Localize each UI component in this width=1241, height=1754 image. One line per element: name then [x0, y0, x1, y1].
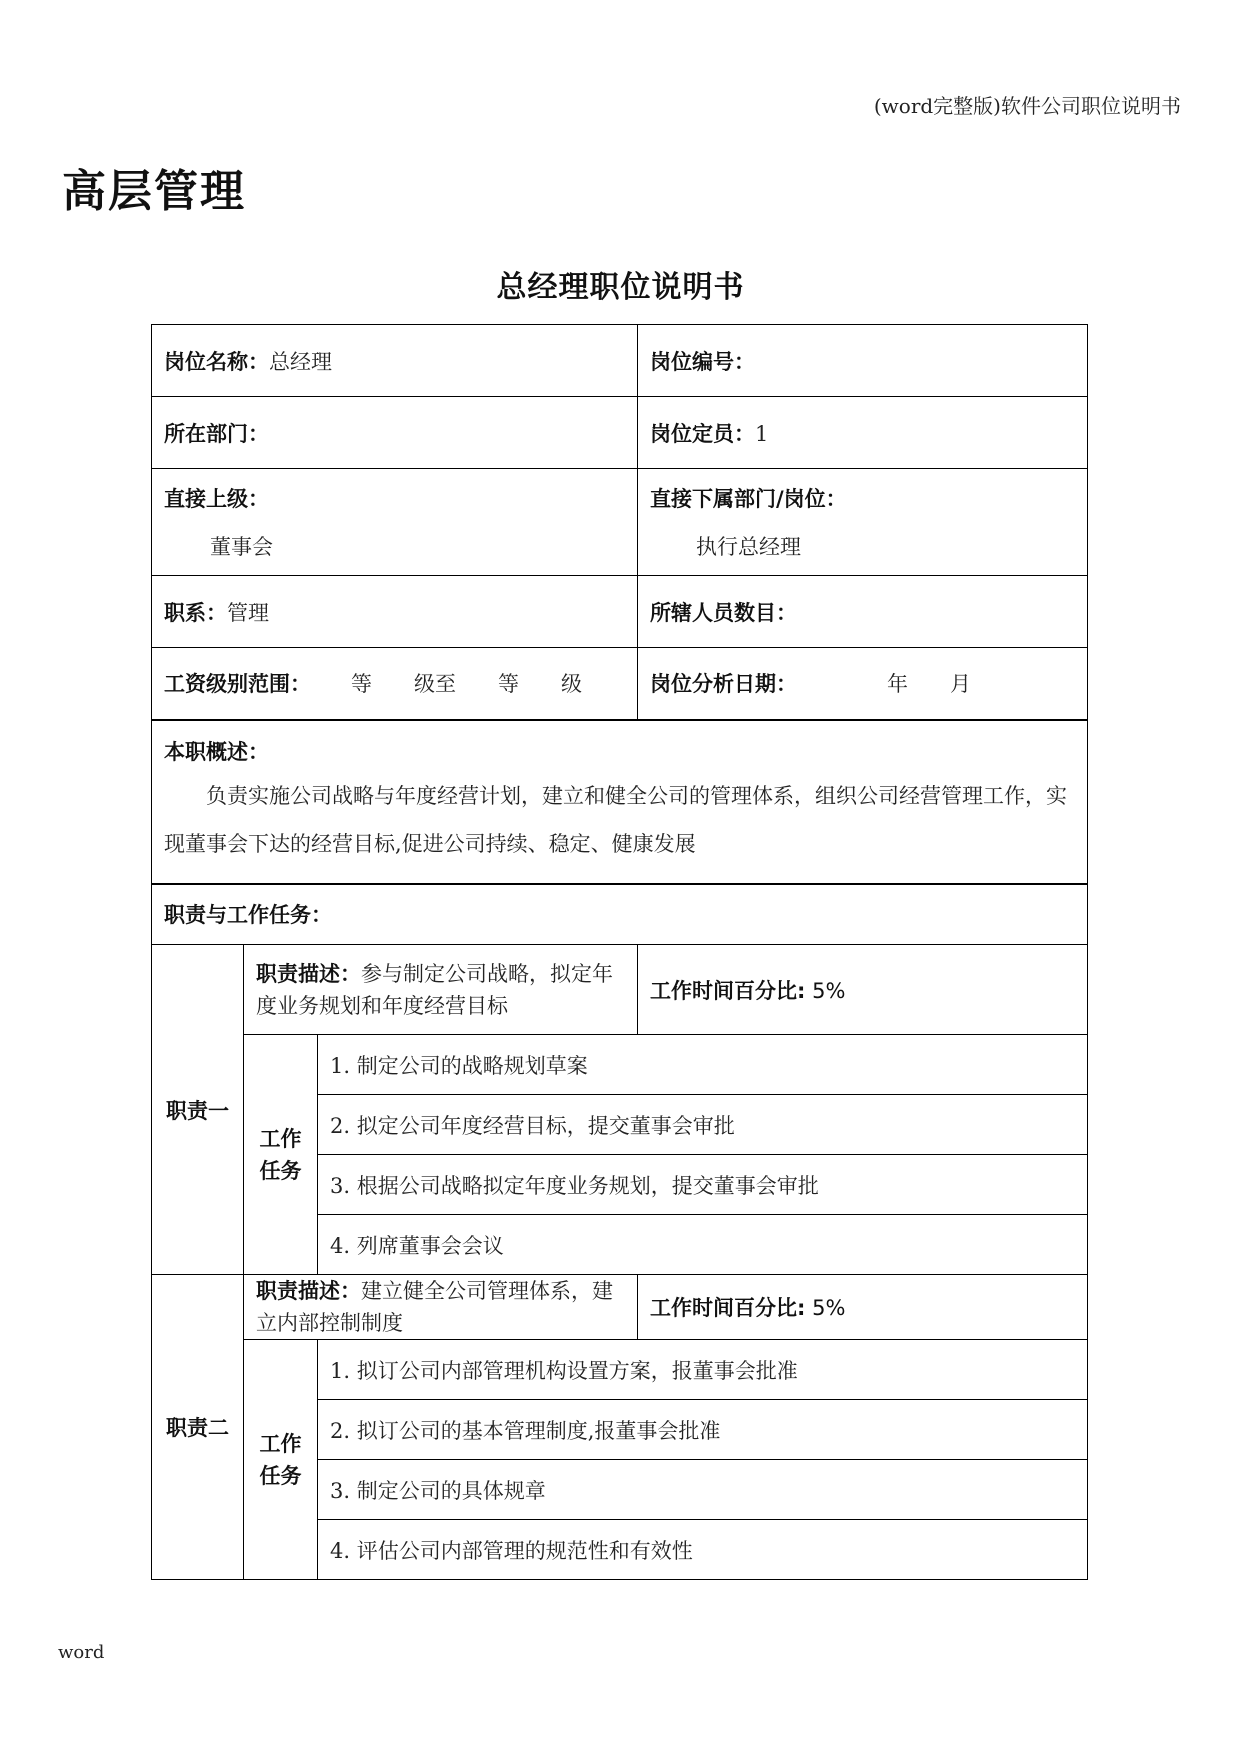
duty-name: 职责二 — [152, 1275, 244, 1580]
task-item: 4. 评估公司内部管理的规范性和有效性 — [318, 1520, 1088, 1580]
task-row — [152, 1035, 1088, 1095]
duty-pct-cell — [638, 945, 1088, 1035]
subordinate-cell — [638, 469, 1088, 576]
superior-cell — [152, 469, 638, 576]
position-code-label: 岗位编号： — [650, 349, 755, 374]
position-name-cell — [152, 325, 638, 397]
summary-cell — [152, 720, 1088, 884]
headcount-cell — [638, 397, 1088, 469]
task-item: 1. 拟订公司内部管理机构设置方案，报董事会批准 — [318, 1340, 1088, 1400]
duty-desc-text: 参与制定公司战略，拟定年度业务规划和年度经营目标 — [256, 961, 613, 1018]
position-name-value: 总经理 — [269, 349, 332, 374]
page-header-text: (word完整版)软件公司职位说明书 — [873, 94, 1181, 118]
department-label: 所在部门： — [164, 421, 269, 446]
duty-desc-text: 建立健全公司管理体系，建立内部控制制度 — [256, 1279, 613, 1335]
job-description-table — [151, 324, 1088, 1580]
superior-label: 直接上级： — [164, 487, 269, 511]
duty-desc-label: 职责描述： — [256, 961, 361, 986]
position-code-cell — [638, 325, 1088, 397]
task-label — [244, 1340, 318, 1580]
section-title: 高层管理 — [62, 166, 246, 217]
task-label — [244, 1035, 318, 1275]
duty-pct-value: 5% — [812, 978, 846, 1003]
headcount-label: 岗位定员： — [650, 421, 755, 446]
task-label-line1: 工作 — [259, 1431, 302, 1456]
position-name-label: 岗位名称： — [164, 349, 269, 374]
task-row — [152, 1340, 1088, 1400]
duty-desc-row — [152, 945, 1088, 1035]
job-family-value: 管理 — [227, 600, 269, 625]
salary-range-value: 等 级至 等 级 — [351, 672, 582, 697]
subordinate-value: 执行总经理 — [696, 535, 801, 559]
summary-row — [152, 720, 1088, 884]
task-item: 1. 制定公司的战略规划草案 — [318, 1035, 1088, 1095]
duty-desc-cell — [244, 1275, 638, 1340]
duty-pct-label: 工作时间百分比: — [650, 978, 806, 1003]
managed-count-label: 所辖人员数目： — [650, 600, 797, 625]
analysis-date-label: 岗位分析日期： — [650, 672, 797, 697]
salary-range-cell — [152, 648, 638, 720]
summary-label: 本职概述： — [164, 739, 269, 764]
duty-pct-value: 5% — [812, 1296, 846, 1320]
task-label-line2: 任务 — [259, 1158, 302, 1183]
headcount-value: 1 — [755, 421, 769, 446]
summary-text: 负责实施公司战略与年度经营计划，建立和健全公司的管理体系，组织公司经营管理工作，实现董事会下达的经营目标,促进公司持续、稳定、健康发展 — [164, 783, 1067, 856]
task-item: 4. 列席董事会会议 — [318, 1215, 1088, 1275]
info-row — [152, 576, 1088, 648]
duty-desc-cell — [244, 945, 638, 1035]
info-row — [152, 397, 1088, 469]
task-item: 2. 拟定公司年度经营目标，提交董事会审批 — [318, 1095, 1088, 1155]
info-row — [152, 469, 1088, 576]
info-row — [152, 325, 1088, 397]
salary-range-label: 工资级别范围： — [164, 672, 311, 697]
duty-pct-cell — [638, 1275, 1088, 1340]
duties-header: 职责与工作任务： — [152, 884, 1088, 945]
job-family-label: 职系： — [164, 600, 227, 625]
duties-header-row — [152, 884, 1088, 945]
duty-pct-label: 工作时间百分比: — [650, 1296, 806, 1320]
managed-count-cell — [638, 576, 1088, 648]
task-item: 3. 根据公司战略拟定年度业务规划，提交董事会审批 — [318, 1155, 1088, 1215]
analysis-date-cell — [638, 648, 1088, 720]
task-label-line2: 任务 — [259, 1463, 302, 1488]
subordinate-label: 直接下属部门/岗位： — [650, 487, 847, 511]
duty-desc-row — [152, 1275, 1088, 1340]
document-title: 总经理职位说明书 — [496, 270, 745, 305]
superior-value: 董事会 — [210, 535, 273, 559]
task-item: 2. 拟订公司的基本管理制度,报董事会批准 — [318, 1400, 1088, 1460]
duty-name: 职责一 — [152, 945, 244, 1275]
department-cell — [152, 397, 638, 469]
duty-desc-label: 职责描述： — [256, 1279, 361, 1303]
info-row — [152, 648, 1088, 720]
task-label-line1: 工作 — [259, 1126, 302, 1151]
job-family-cell — [152, 576, 638, 648]
analysis-date-value: 年 月 — [887, 672, 971, 697]
page-footer-text: word — [58, 1642, 105, 1663]
task-item: 3. 制定公司的具体规章 — [318, 1460, 1088, 1520]
